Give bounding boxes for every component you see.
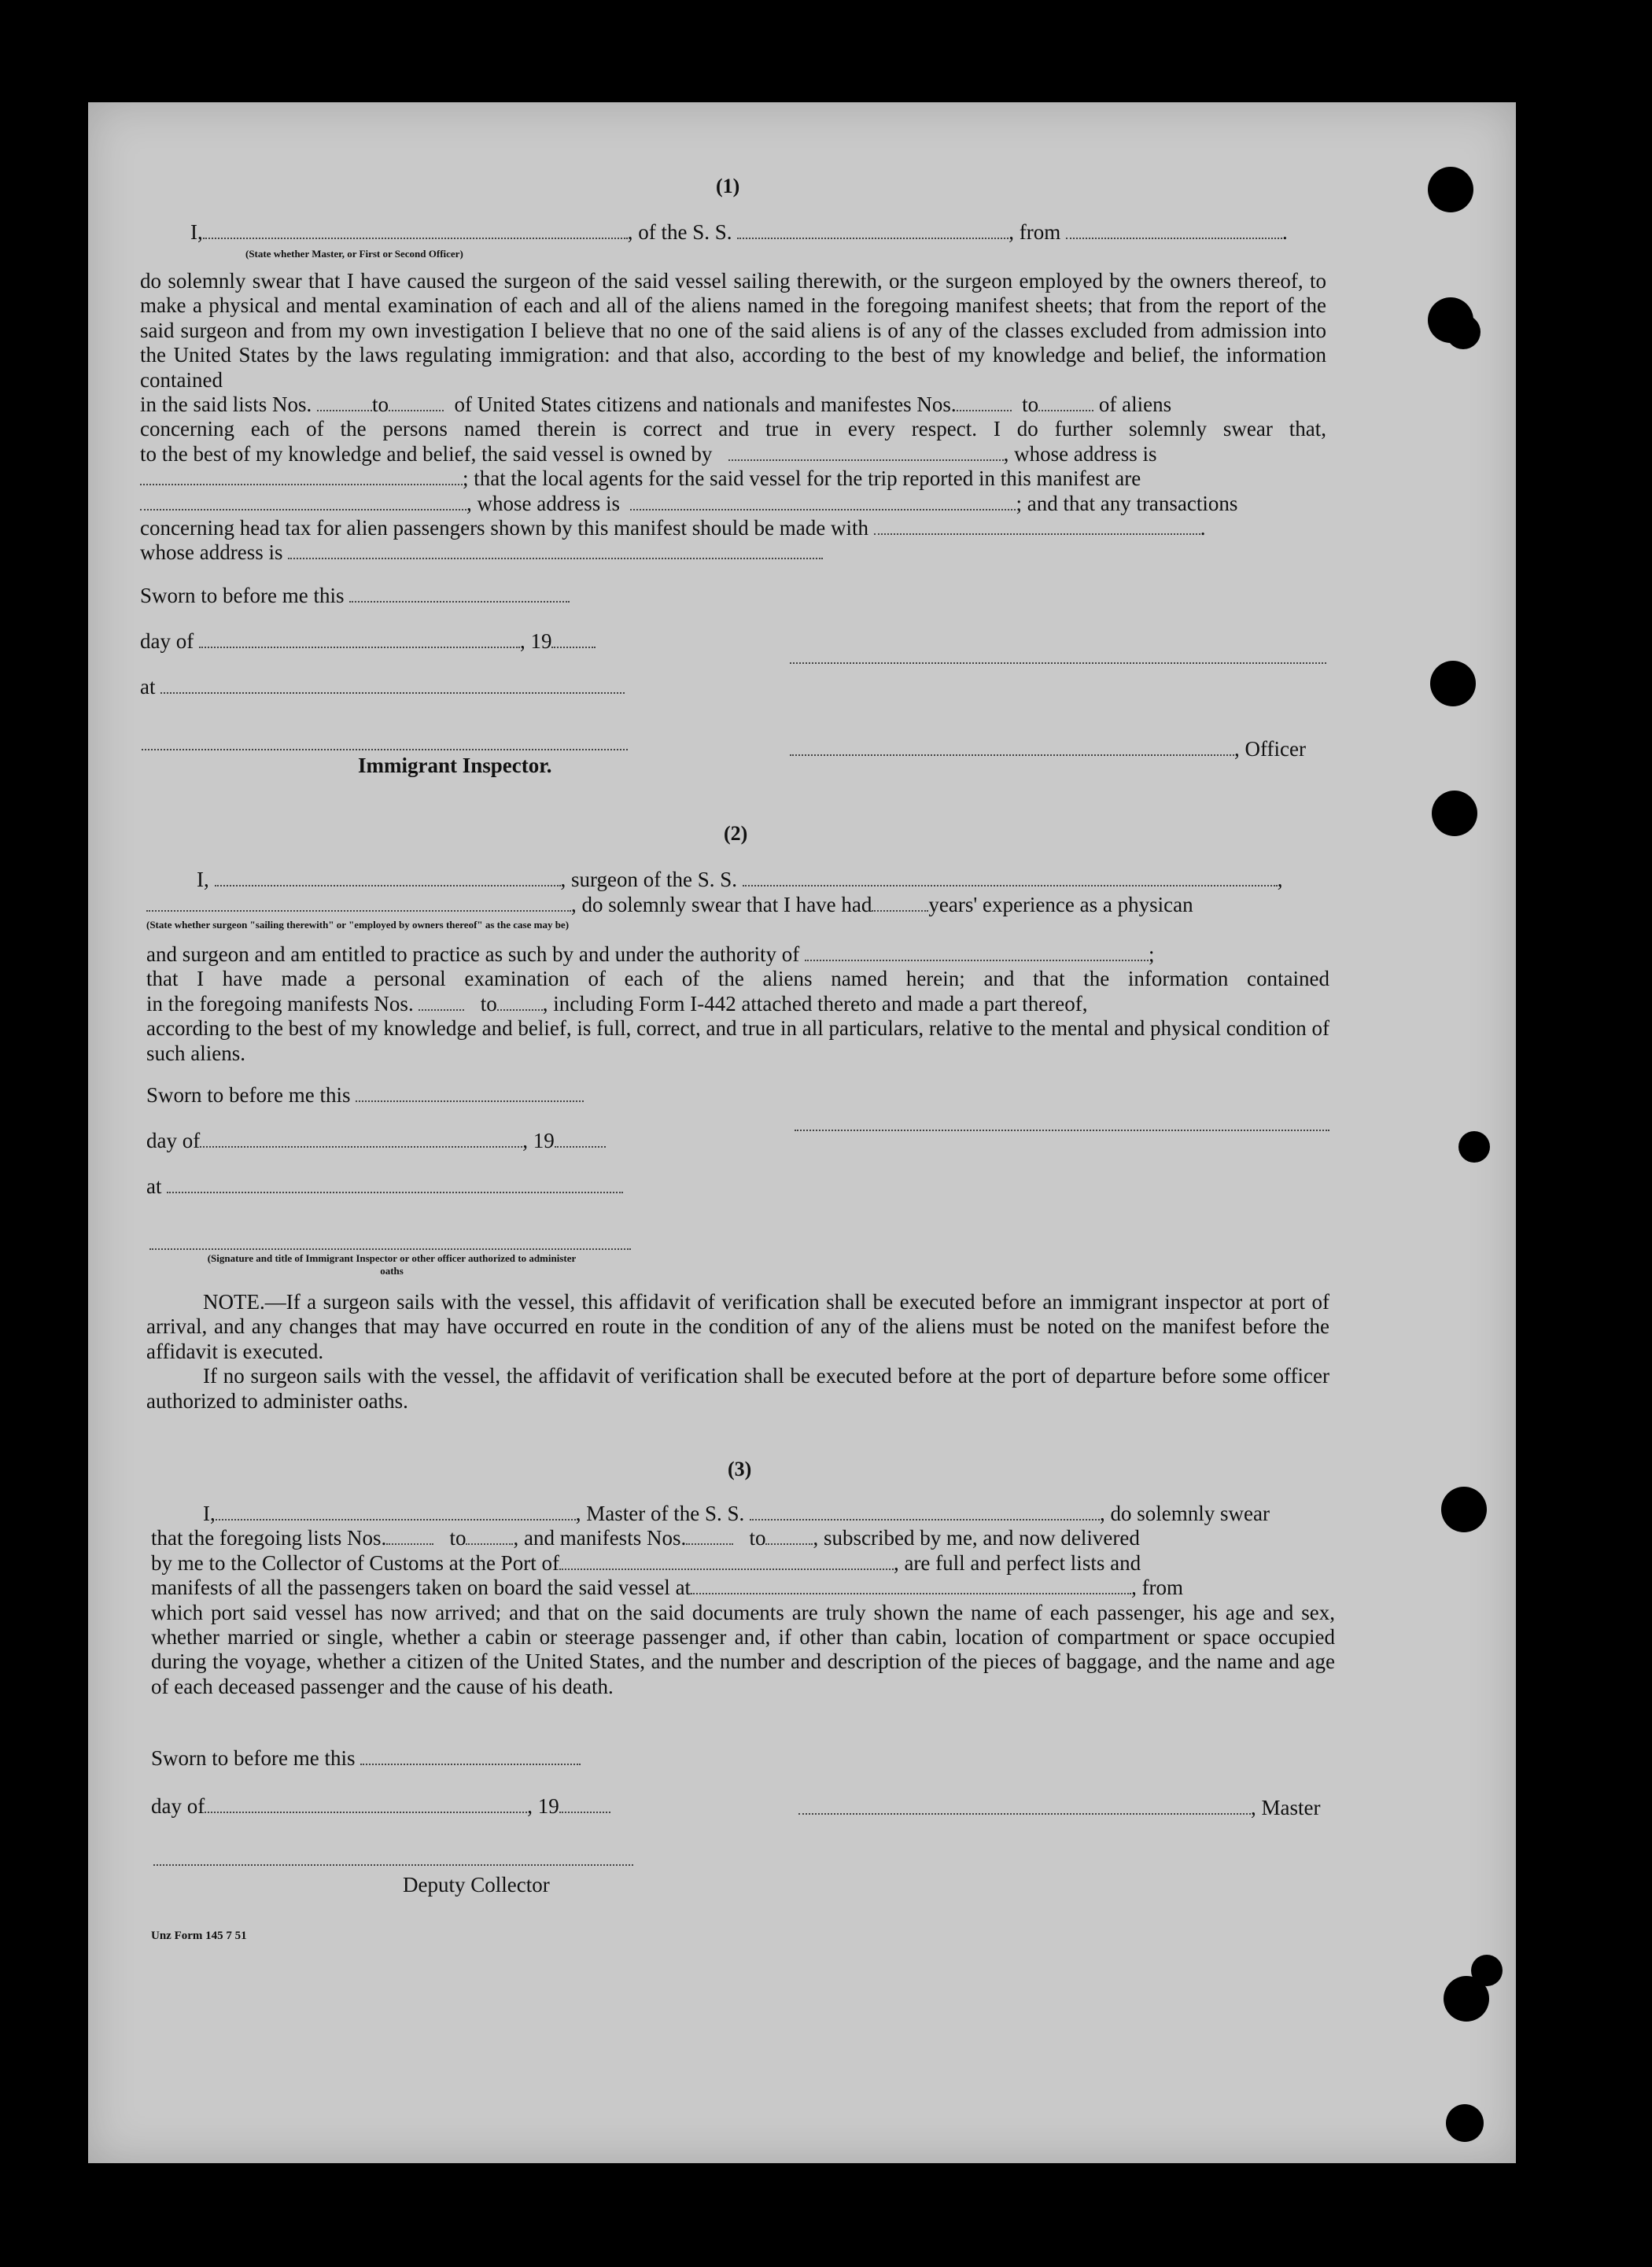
list-no-to[interactable] [389,393,444,411]
sworn-day-field[interactable] [360,1746,581,1765]
s1-officer-signature-line[interactable] [790,662,1326,664]
surgeon-type-field[interactable] [146,893,571,912]
place-field[interactable] [160,675,625,694]
owner-field[interactable] [728,442,1004,461]
month-field[interactable] [205,1794,527,1813]
binder-hole [1458,1131,1490,1163]
binder-hole [1444,1976,1489,2022]
s1-inspector-signature-line[interactable] [142,749,628,750]
txt: Sworn to before me this [146,1083,351,1107]
txt: manifests of all the passengers taken on board the said vessel at [151,1576,691,1600]
s2-manifests-line [146,992,1329,1016]
txt: at [146,1174,162,1198]
binder-hole [1446,315,1481,349]
txt: ; that the local agents for the said vessel for the trip reported in this manifest are [463,466,1141,491]
txt: day of [140,629,194,653]
s1-line-1 [190,220,1288,245]
s3-master [798,1796,1320,1820]
txt: , whose address is [466,491,620,515]
txt: to [372,393,389,417]
txt: , and manifests Nos. [513,1526,687,1550]
manifest-from-field[interactable] [686,1526,733,1545]
section-1-number: (1) [716,175,740,197]
s2-surgeon-signature-line[interactable] [795,1130,1329,1131]
month-field[interactable] [199,629,520,648]
s1-from: , from [1009,220,1061,244]
txt: , 19 [527,1794,559,1818]
tax-contact-field[interactable] [874,516,1200,535]
s1-agents-line [140,466,1326,491]
s1-lists-line [140,393,1326,417]
txt: , do solemnly swear that I have had [571,893,872,916]
master-name-field[interactable] [216,1502,576,1521]
place-field[interactable] [167,1174,623,1193]
txt: I, [203,1502,216,1525]
from-field[interactable] [1066,220,1282,239]
txt: ; and that any transactions [1016,491,1238,515]
binder-hole [1430,661,1476,706]
txt: day of [151,1794,205,1818]
txt: , 19 [519,629,552,653]
manifest-to-field[interactable] [765,1526,813,1545]
txt: , surgeon of the S. S. [560,868,738,891]
txt: , subscribed by me, and now delivered [813,1526,1140,1550]
txt: ; [1149,942,1155,966]
s1-address-line [140,492,1326,516]
txt: , [1277,868,1283,891]
year-field[interactable] [559,1794,610,1813]
surgeon-name-field[interactable] [215,868,561,887]
s1-officer [790,737,1306,761]
s1-at [140,675,625,699]
sworn-day-field[interactable] [356,1083,584,1102]
txt: that the foregoing lists Nos. [151,1526,387,1550]
s1-of-ss: , of the S. S. [627,220,732,244]
s3-p: which port said vessel has now arrived; and that on the said documents are truly shown the name of each passenger, his age and sex, whether married or single, whether a cabin or steerage passenger and, if other than cabin, location of compartment or space occupied during the voyage, whether a citizen of the United States, and the number and description of the pieces of baggage, and the name and age of each deceased passenger and the cause of his death. [151,1600,1335,1698]
txt: and surgeon and am entitled to practice as such by and under the authority of [146,942,800,966]
agents-address-field[interactable] [630,492,1016,511]
owner-address-field[interactable] [140,466,463,485]
txt: at [140,675,156,699]
s1-whose-line [140,540,1326,565]
s1-inspector-label: Immigrant Inspector. [358,754,552,777]
s2-note-paragraph [146,1290,1329,1414]
binder-hole [1432,791,1477,836]
txt: , Master [1251,1796,1321,1819]
year-field[interactable] [555,1129,606,1148]
s3-line-2 [151,1526,1335,1550]
txt: to [449,1526,466,1550]
txt: to [1022,393,1039,417]
s2-note: (State whether surgeon "sailing therewith" or "employed by owners thereof" as the case may be) [146,919,570,931]
txt: , are full and perfect lists and [893,1550,1141,1575]
s3-deputy-signature-line[interactable] [153,1864,633,1866]
form-number: Unz Form 145 7 51 [151,1930,247,1942]
s3-line-3 [151,1551,1335,1576]
txt: of aliens [1098,393,1172,417]
officer-name-field[interactable] [790,737,1234,756]
master-ship-field[interactable] [750,1502,1100,1521]
s2-note-p1: NOTE.—If a surgeon sails with the vessel, this affidavit of verification shall be executed before an immigrant inspector at port of arrival, and any changes that may have occurred en route in the condition of any of the aliens must be noted on the manifest before the affidavit is executed. [146,1290,1329,1363]
s2-sworn [146,1083,584,1108]
s1-note: (State whether Master, or First or Second Officer) [245,248,463,260]
s3-sworn [151,1746,581,1771]
binder-hole [1441,1487,1487,1532]
s1-end: . [1282,220,1288,244]
txt: , 19 [522,1129,555,1152]
year-field[interactable] [551,629,596,648]
s3-line-1 [151,1502,1335,1526]
surgeon-ship-field[interactable] [743,868,1278,887]
s3-line-4 [151,1576,1335,1600]
s3-paragraph [151,1502,1335,1699]
s1-dayof [140,629,596,654]
years-field[interactable] [872,893,928,912]
txt: to [480,991,497,1016]
s1-tax-line [140,516,1326,540]
s2-inspector-signature-line[interactable] [149,1248,631,1250]
sworn-day-field[interactable] [349,584,570,603]
tax-address-field[interactable] [288,540,823,559]
txt: of United States citizens and nationals and manifestes Nos. [454,393,957,417]
master-signature-field[interactable] [798,1796,1251,1815]
txt: , from [1131,1576,1184,1600]
txt: Sworn to before me this [140,584,345,607]
s1-p1: do solemnly swear that I have caused the surgeon of the said vessel sailing therewith, or the surgeon employed by the owners thereof, to make a physical and mental examination of each and all of the aliens named in the foregoing manifest sheets; that from the report of the said surgeon and from my own investigation I believe that no one of the said aliens is of any of the classes excluded from admission into the United States by the laws regulating immigration: and that also, according to the best of my knowledge and belief, the information contained [140,269,1326,392]
s2-at [146,1174,623,1199]
txt: to [749,1526,766,1550]
s2-paragraph [146,942,1329,1066]
list-to-field[interactable] [466,1526,513,1545]
s2-p: according to the best of my knowledge and belief, is full, correct, and true in all particulars, relative to the mental and physical condition of such aliens. [146,1016,1330,1065]
port-field[interactable] [559,1551,894,1570]
s1-paragraph [140,269,1326,566]
s2-note-p2: If no surgeon sails with the vessel, the affidavit of verification shall be executed before at the port of departure before some officer authorized to administer oaths. [146,1364,1329,1413]
manifest-no-to[interactable] [1038,393,1093,411]
month-field[interactable] [200,1129,522,1148]
txt: I, [197,868,209,891]
s2-authority-line [146,942,1329,967]
agents-field[interactable] [140,492,466,511]
manifest-to-field[interactable] [497,992,543,1011]
s1-p2: concerning each of the persons named therein is correct and true in every respect. I do further solemnly swear that, [140,417,1326,441]
txt: day of [146,1129,201,1152]
embark-port-field[interactable] [691,1576,1131,1594]
txt: in the said lists Nos. [140,393,312,417]
manifest-from-field[interactable] [419,992,464,1011]
s1-i: I, [190,220,203,244]
s2-line-1 [197,868,1283,892]
txt: whose address is [140,540,283,565]
txt: to the best of my knowledge and belief, the said vessel is owned by [140,441,713,466]
s3-deputy-label: Deputy Collector [403,1873,550,1897]
name-field[interactable] [203,220,628,239]
txt: . [1200,516,1206,540]
list-no-from[interactable] [317,393,372,411]
txt: by me to the Collector of Customs at the Port of [151,1550,559,1575]
txt: , whose address is [1003,441,1157,466]
txt: in the foregoing manifests Nos. [146,991,414,1016]
s2-dayof [146,1129,606,1153]
txt: , do solemnly swear [1099,1502,1270,1525]
manifest-no-from[interactable] [957,393,1012,411]
s2-sig-note: (Signature and title of Immigrant Inspector or other officer authorized to administer oaths [207,1252,577,1277]
txt: , Master of the S. S. [575,1502,745,1525]
ship-field[interactable] [737,220,1009,239]
section-3-number: (3) [728,1458,752,1480]
authority-field[interactable] [805,942,1149,961]
txt: years' experience as a physican [928,893,1193,916]
txt: concerning head tax for alien passengers shown by this manifest should be made with [140,516,869,540]
s2-line-2 [146,893,1193,917]
s1-sworn [140,584,570,608]
list-from-field[interactable] [386,1526,433,1545]
s1-owned-line [140,442,1326,466]
txt: Sworn to before me this [151,1746,356,1770]
s3-dayof [151,1794,610,1819]
txt: , Officer [1234,737,1306,761]
txt: , including Form I-442 attached thereto and made a part thereof, [542,991,1088,1016]
binder-hole [1428,167,1473,212]
binder-hole [1446,2104,1484,2142]
s2-l4: that I have made a personal examination of each of the aliens named herein; and that the information contained [146,967,1329,991]
section-2-number: (2) [724,822,748,845]
